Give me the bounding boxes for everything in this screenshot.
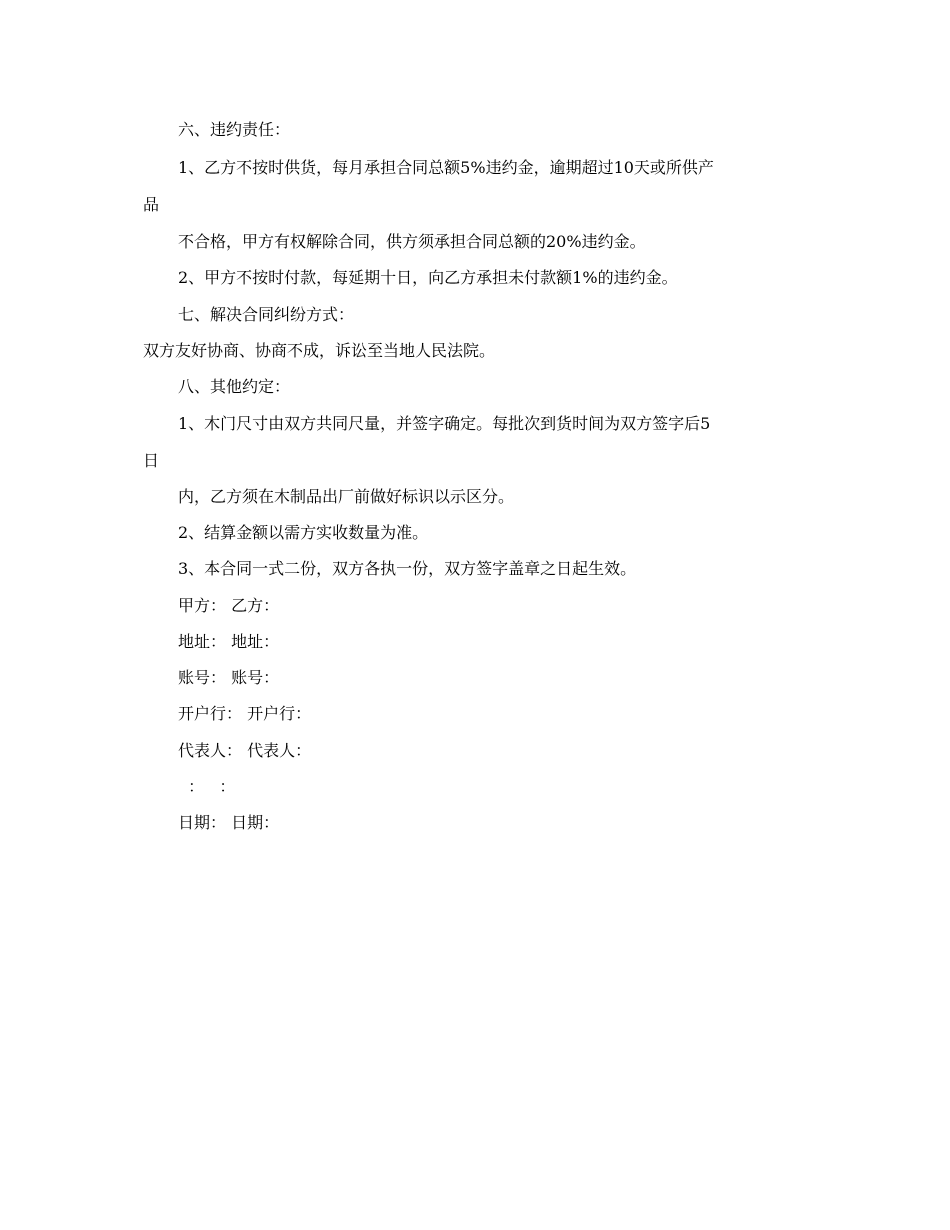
date-row: 日期： 日期： bbox=[178, 813, 280, 832]
section-6-heading: 六、违约责任： bbox=[178, 120, 291, 139]
clause-8-1-wrap: 日 bbox=[143, 451, 160, 470]
clause-8-2: 2、结算金额以需方实收数量为准。 bbox=[178, 523, 429, 542]
clause-8-1-cont: 内，乙方须在木制品出厂前做好标识以示区分。 bbox=[178, 487, 515, 506]
blank-colon-row: ： ： bbox=[178, 777, 236, 796]
clause-6-2: 2、甲方不按时付款，每延期十日，向乙方承担未付款额1%的违约金。 bbox=[178, 268, 678, 287]
party-names-row: 甲方： 乙方： bbox=[178, 596, 280, 615]
representative-row: 代表人： 代表人： bbox=[178, 741, 312, 760]
section-7-body: 双方友好协商、协商不成，诉讼至当地人民法院。 bbox=[143, 341, 496, 360]
clause-8-3: 3、本合同一式二份，双方各执一份，双方签字盖章之日起生效。 bbox=[178, 559, 637, 578]
section-7-heading: 七、解决合同纠纷方式： bbox=[178, 305, 355, 324]
clause-6-1: 1、乙方不按时供货，每月承担合同总额5%违约金，逾期超过10天或所供产 bbox=[178, 158, 714, 177]
clause-8-1: 1、木门尺寸由双方共同尺量，并签字确定。每批次到货时间为双方签字后5 bbox=[178, 414, 711, 433]
clause-6-1-wrap: 品 bbox=[143, 195, 160, 214]
account-row: 账号： 账号： bbox=[178, 668, 280, 687]
bank-row: 开户行： 开户行： bbox=[178, 704, 312, 723]
section-8-heading: 八、其他约定： bbox=[178, 377, 291, 396]
clause-6-1-cont: 不合格，甲方有权解除合同，供方须承担合同总额的20%违约金。 bbox=[178, 232, 646, 251]
address-row: 地址： 地址： bbox=[178, 632, 280, 651]
